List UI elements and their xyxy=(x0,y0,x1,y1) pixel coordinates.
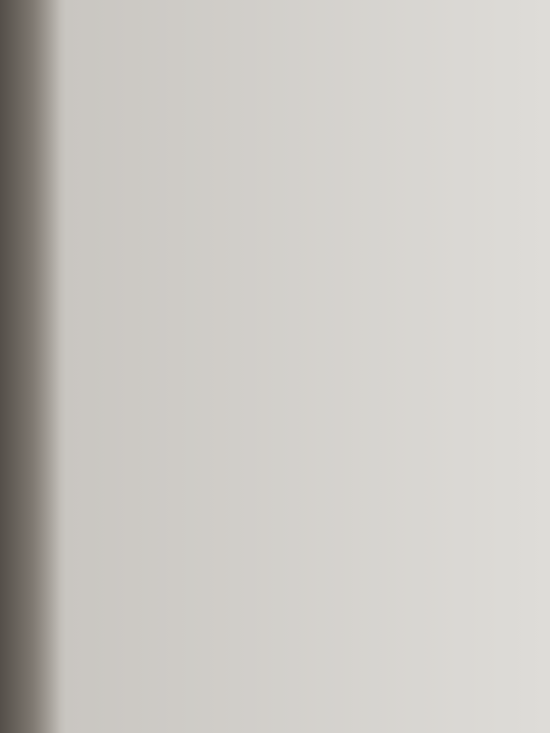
edge-shadow xyxy=(0,0,60,733)
